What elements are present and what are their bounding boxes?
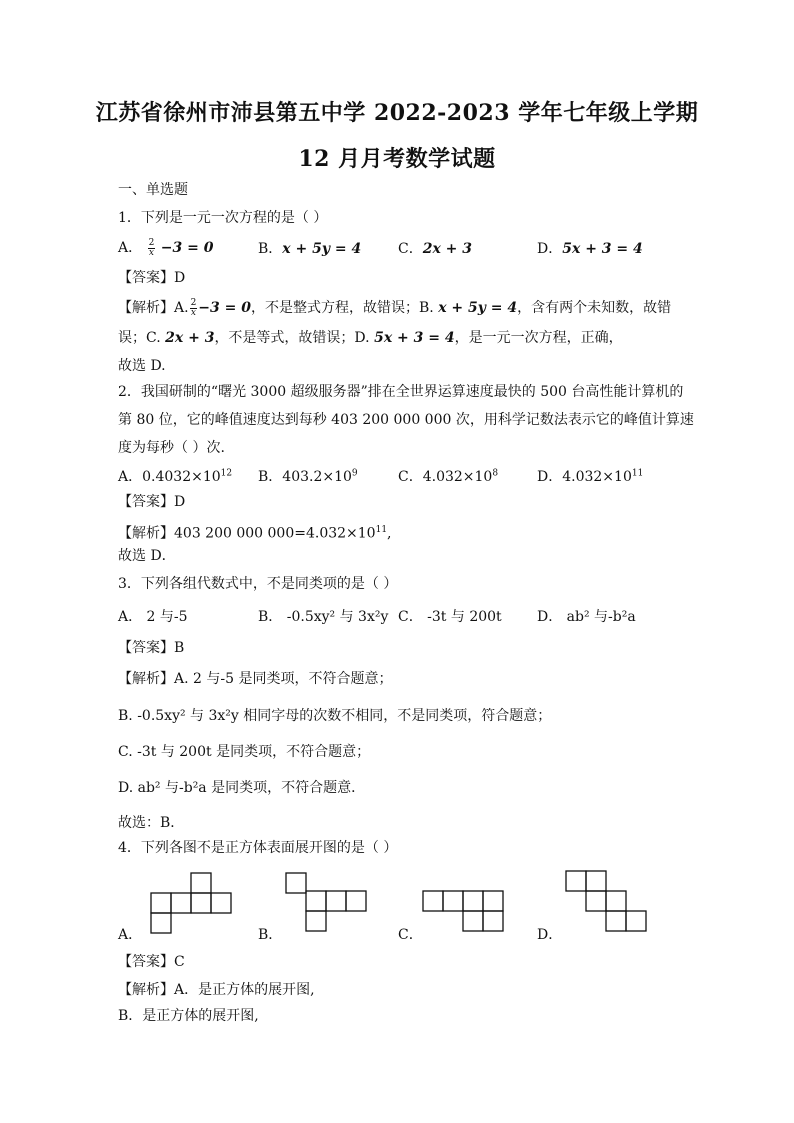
q1-stem: 1．下列是一元一次方程的是（ ） — [118, 210, 328, 226]
q2-option-b: B．$403.2\times 10^9$ — [258, 468, 358, 485]
q4-option-b-label: B． — [258, 927, 283, 943]
q1-option-b: B．x + 5y = 4 — [258, 241, 362, 257]
section-heading: 一、单选题 — [118, 182, 188, 198]
q2-stem-line-1: 2．我国研制的“曙光 3000 超级服务器”排在全世界运算速度最快的 500 台高性能计算机的 — [118, 384, 684, 400]
q3-option-d: D． ab² 与-b²a — [537, 609, 636, 625]
q2-option-d: D．$4.032\times 10^{11}$ — [537, 468, 644, 485]
q3-option-a: A． 2 与-5 — [118, 609, 188, 625]
q1-option-a: A． $\frac{2}{x}$ −3 = 0 — [118, 237, 214, 258]
q3-option-c: C． -3t 与 200t — [398, 609, 502, 625]
q1-answer: 【答案】D — [118, 270, 186, 286]
fraction: $\frac{2}{x}$ — [148, 237, 155, 258]
q2-option-c: C．$4.032\times 10^8$ — [398, 468, 499, 485]
q1-option-c: C．2x + 3 — [398, 241, 473, 257]
q1-analysis-line-1: 【解析】A. $\frac{2}{x}$ −3 = 0，不是整式方程，故错误；B. x + 5y = 4，含有两个未知数，故错 — [118, 297, 672, 318]
q2-stem-line-2: 第 80 位，它的峰值速度达到每秒 403 200 000 000 次，用科学记数法表示它的峰值计算速 — [118, 412, 694, 428]
cube-net-c — [422, 890, 506, 934]
cube-net-d — [565, 870, 649, 934]
q1-option-d: D．5x + 3 = 4 — [537, 241, 643, 257]
q4-option-a-label: A． — [118, 927, 143, 943]
q1-analysis-line-2: 误；C. 2x + 3，不是等式，故错误；D. 5x + 3 = 4，是一元一次方程，正确， — [118, 330, 623, 346]
cube-net-a — [150, 872, 234, 936]
q1-conclusion: 故选 D. — [118, 358, 166, 374]
q2-stem-line-3: 度为每秒（ ）次. — [118, 440, 225, 456]
q3-stem: 3．下列各组代数式中，不是同类项的是（ ） — [118, 576, 398, 592]
cube-net-b — [285, 872, 369, 934]
q2-answer: 【答案】D — [118, 494, 186, 510]
q2-option-a: A．$0.4032\times 10^{12}$ — [118, 468, 233, 485]
q4-option-c-label: C． — [398, 927, 423, 943]
q3-option-b: B． -0.5xy² 与 3x²y — [258, 609, 389, 625]
q3-conclusion: 故选：B． — [118, 815, 185, 831]
q3-analysis-b: B. -0.5xy² 与 3x²y 相同字母的次数不相同，不是同类项，符合题意； — [118, 708, 552, 724]
q4-stem: 4．下列各图不是正方体表面展开图的是（ ） — [118, 840, 398, 856]
title-line-1: 江苏省徐州市沛县第五中学 2022-2023 学年七年级上学期 — [95, 100, 699, 126]
q2-conclusion: 故选 D． — [118, 548, 176, 564]
q4-answer: 【答案】C — [118, 954, 185, 970]
q3-analysis-c: C. -3t 与 200t 是同类项，不符合题意； — [118, 744, 371, 760]
q4-analysis-a: 【解析】A．是正方体的展开图, — [118, 982, 315, 998]
q2-analysis: 【解析】403 200 000 $000=4.032\times 10^{11}$, — [118, 525, 392, 542]
title-line-2: 12 月月考数学试题 — [298, 146, 496, 172]
q3-analysis-a: 【解析】A. 2 与-5 是同类项，不符合题意； — [118, 671, 393, 687]
q4-analysis-b: B．是正方体的展开图, — [118, 1008, 259, 1024]
q4-option-d-label: D． — [537, 927, 563, 943]
q3-analysis-d: D. ab² 与-b²a 是同类项，不符合题意． — [118, 780, 366, 796]
q3-answer: 【答案】B — [118, 640, 185, 656]
